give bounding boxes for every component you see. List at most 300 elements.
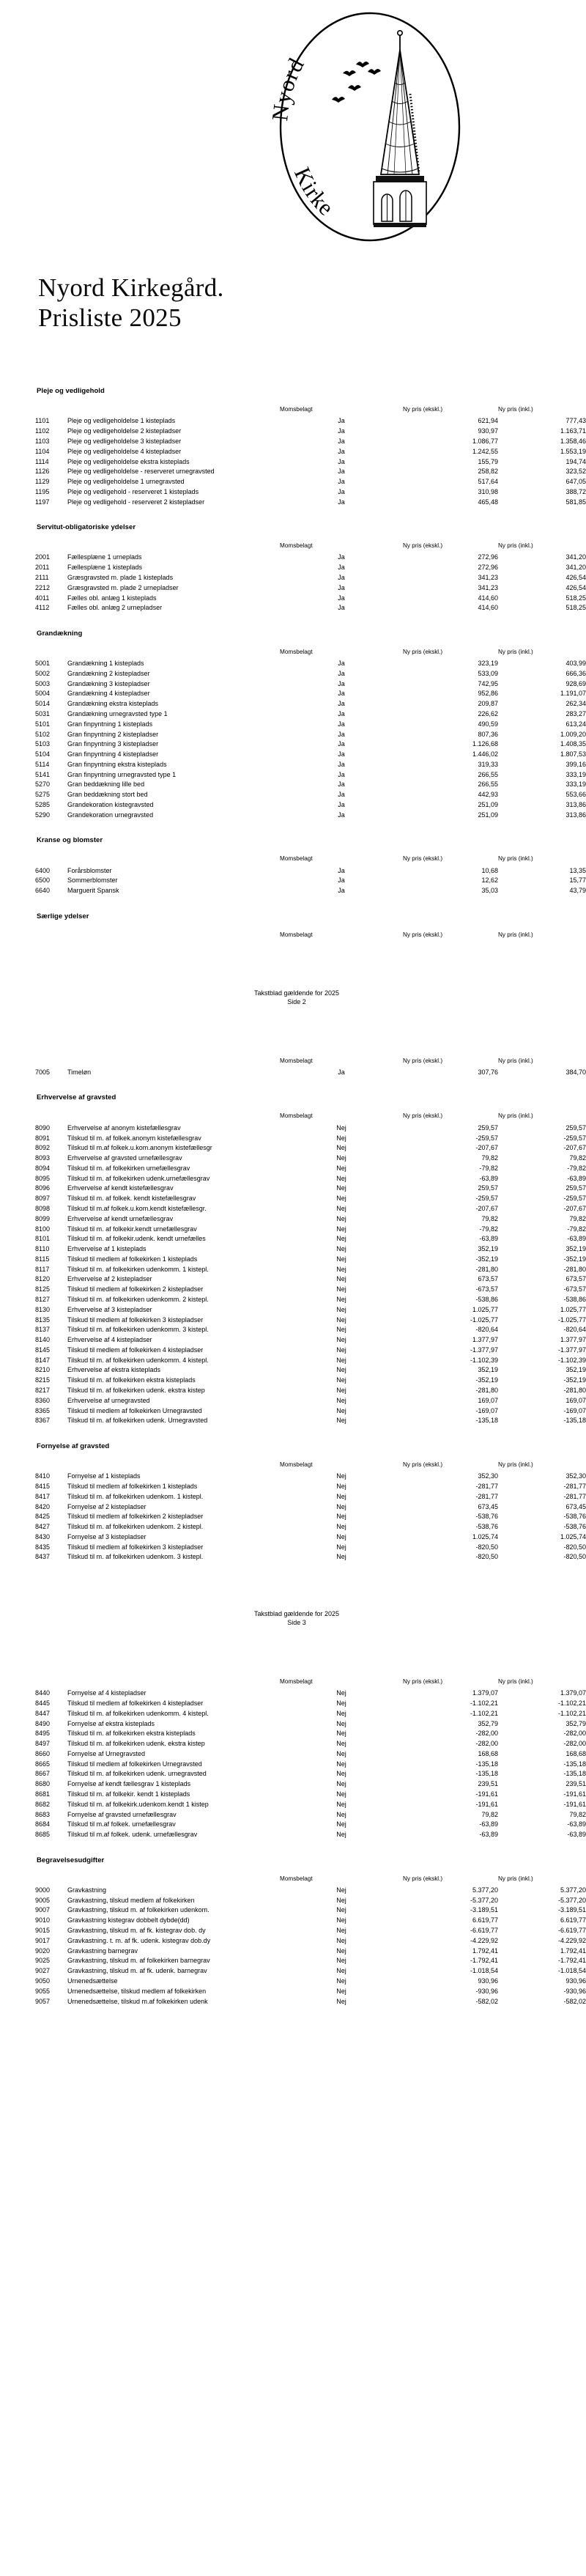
cell-momsbelagt: Nej	[336, 1144, 346, 1152]
cell-description: Gravkastning kistegrav dobbelt dybde(dd)	[67, 1916, 190, 1924]
cell-code: 1197	[35, 498, 50, 506]
cell-code: 8210	[35, 1366, 51, 1374]
cell-description: Grandekoration urnegravsted	[67, 811, 154, 819]
cell-description: Grandækning 2 kistepladser	[67, 669, 150, 677]
cell-code: 8120	[35, 1275, 51, 1283]
cell-price-excl: -1.792,41	[470, 1957, 498, 1965]
cell-description: Grandækning 3 kistepladser	[67, 679, 150, 687]
cell-momsbelagt: Nej	[336, 1245, 346, 1253]
cell-price-incl: 426,54	[565, 583, 586, 591]
table-row	[35, 1820, 586, 1830]
cell-description: Tilskud til m. af folkekir.kendt urnefællesgrav	[67, 1225, 197, 1233]
cell-price-excl: 319,33	[478, 760, 498, 768]
section-heading: Servitut-obligatoriske ydelser	[37, 523, 136, 532]
table-row	[35, 1335, 586, 1346]
cell-price-incl: -3.189,51	[557, 1906, 586, 1914]
cell-code: 5014	[35, 700, 51, 708]
cell-description: Tilskud til m. af folkekirken ekstra kisteplads	[67, 1376, 196, 1384]
cell-description: Tilskud til medlem af folkekirken 2 kistepladser	[67, 1513, 204, 1521]
cell-description: Tilskud til medlem af folkekirken 2 kistepladser	[67, 1285, 204, 1293]
column-header-price-incl: Ny pris (inkl.)	[498, 1678, 533, 1685]
page-footer-2	[0, 1609, 586, 1628]
column-header-price-excl: Ny pris (ekskl.)	[403, 648, 443, 655]
cell-description: Tilskud til medlem af folkekirken Urnegravsted	[67, 1406, 202, 1414]
cell-description: Erhvervelse af kendt urnefællesgrav	[67, 1214, 174, 1222]
table-row	[35, 1244, 586, 1255]
cell-price-excl: 1.792,41	[472, 1946, 498, 1955]
cell-code: 8091	[35, 1134, 51, 1142]
cell-momsbelagt: Ja	[338, 780, 345, 789]
table-row	[35, 1935, 586, 1946]
cell-code: 8137	[35, 1326, 51, 1334]
table-row	[35, 1905, 586, 1916]
cell-description: Pleje og vedligehold - reserveret 2 kistepladser	[67, 498, 205, 506]
footer-takstblad-line: Takstblad gældende for 2025	[253, 1609, 340, 1617]
cell-price-excl: 1.242,55	[472, 447, 498, 455]
cell-description: Grandækning ekstra kisteplads	[67, 700, 159, 708]
table-row	[35, 1365, 586, 1376]
cell-price-excl: 12,62	[481, 876, 498, 885]
cell-momsbelagt: Nej	[336, 1532, 346, 1540]
table-row	[35, 1977, 586, 1987]
cell-price-incl: -820,50	[563, 1553, 586, 1561]
cell-description: Erhvervelse af anonym kistefællesgrav	[67, 1123, 181, 1132]
cell-code: 5104	[35, 750, 51, 759]
cell-momsbelagt: Ja	[338, 427, 345, 435]
cell-description: Fællesplæne 1 urneplads	[67, 553, 142, 561]
cell-description: Tilskud til m. af folkekirken udenkomm. 3 kistepl.	[67, 1326, 209, 1334]
cell-description: Tilskud til m. af folkek.anonym kistefællesgrav	[67, 1134, 201, 1142]
cell-description: Tilskud til m. af folkek. kendt kistefællesgrav	[67, 1195, 196, 1203]
cell-momsbelagt: Ja	[338, 1068, 345, 1076]
cell-description: Tilskud til medlem af folkekirken 4 kistepladser	[67, 1346, 204, 1354]
table-row	[35, 416, 586, 427]
table-row	[35, 1133, 586, 1143]
cell-momsbelagt: Nej	[336, 1780, 346, 1788]
cell-description: Pleje og vedligeholdelse 3 kistepladser	[67, 437, 182, 445]
cell-price-incl: 1.379,07	[560, 1689, 586, 1697]
cell-momsbelagt: Ja	[338, 876, 345, 885]
cell-price-excl: 266,55	[478, 780, 498, 789]
cell-momsbelagt: Nej	[336, 1770, 346, 1778]
cell-price-incl: -6.619,77	[557, 1927, 586, 1935]
price-table	[35, 1452, 586, 1562]
cell-price-excl: 10,68	[481, 866, 498, 874]
cell-description: Fælles obl. anlæg 2 urnepladser	[67, 604, 163, 612]
cell-price-incl: 333,19	[565, 780, 586, 789]
cell-price-incl: -582,02	[563, 1997, 586, 2005]
cell-price-incl: 283,27	[565, 710, 586, 718]
price-table	[35, 1669, 586, 1840]
cell-momsbelagt: Nej	[336, 1831, 346, 1839]
table-row	[35, 1830, 586, 1840]
cell-price-incl: 518,25	[565, 604, 586, 612]
cell-price-excl: 352,30	[478, 1472, 498, 1480]
cell-description: Gravkastning. t. m. af fk. udenk. kistegrav dob.dy	[67, 1936, 211, 1944]
cell-code: 8097	[35, 1195, 51, 1203]
table-row	[35, 669, 586, 679]
table-row	[35, 729, 586, 739]
cell-price-incl: 1.191,07	[560, 690, 586, 698]
cell-code: 8685	[35, 1831, 51, 1839]
cell-description: Fælles obl. anlæg 1 kisteplads	[67, 594, 157, 602]
cell-code: 6500	[35, 876, 51, 885]
cell-momsbelagt: Ja	[338, 468, 345, 476]
cell-code: 8660	[35, 1749, 51, 1757]
cell-price-incl: 1.025,77	[560, 1305, 586, 1313]
cell-momsbelagt: Nej	[336, 1164, 346, 1172]
column-header-momsbelagt: Momsbelagt	[280, 648, 313, 655]
section-spacer	[0, 820, 586, 836]
cell-price-excl: 352,79	[478, 1719, 498, 1727]
cell-momsbelagt: Ja	[338, 866, 345, 874]
cell-price-excl: -538,86	[475, 1296, 498, 1304]
cell-price-incl: 79,82	[569, 1154, 586, 1162]
cell-description: Grandækning urnegravsted type 1	[67, 710, 168, 718]
cell-momsbelagt: Nej	[336, 1927, 346, 1935]
cell-momsbelagt: Nej	[336, 1896, 346, 1904]
cell-momsbelagt: Nej	[336, 1406, 346, 1414]
cell-price-incl: -169,07	[563, 1406, 586, 1414]
cell-price-excl: -673,57	[475, 1285, 498, 1293]
cell-price-incl: 1.408,35	[560, 740, 586, 748]
cell-price-excl: 35,03	[481, 887, 498, 895]
table-row	[35, 553, 586, 563]
cell-price-excl: 272,96	[478, 564, 498, 572]
cell-code: 8147	[35, 1356, 51, 1364]
cell-momsbelagt: Nej	[336, 1740, 346, 1748]
cell-momsbelagt: Ja	[338, 690, 345, 698]
cell-momsbelagt: Nej	[336, 1296, 346, 1304]
cell-code: 8425	[35, 1513, 51, 1521]
cell-code: 8360	[35, 1396, 51, 1404]
cell-price-excl: 307,76	[478, 1068, 498, 1076]
column-header-momsbelagt: Momsbelagt	[280, 1461, 313, 1468]
cell-code: 8090	[35, 1123, 51, 1132]
footer-spacer-bottom	[0, 1628, 586, 1669]
table-header-row	[35, 1048, 586, 1068]
table-row	[35, 1264, 586, 1274]
cell-price-incl: -79,82	[567, 1164, 586, 1172]
cell-momsbelagt: Nej	[336, 1730, 346, 1738]
column-header-description	[67, 1866, 280, 1886]
cell-code: 8093	[35, 1154, 51, 1162]
cell-momsbelagt: Nej	[336, 1265, 346, 1273]
cell-momsbelagt: Nej	[336, 1967, 346, 1975]
price-list-content	[0, 387, 586, 2023]
cell-momsbelagt: Nej	[336, 1987, 346, 1995]
price-table	[35, 846, 586, 896]
cell-price-incl: -1.102,39	[557, 1356, 586, 1364]
column-header-description	[67, 1103, 280, 1123]
cell-price-excl: 807,36	[478, 730, 498, 738]
cell-description: Fornyelse af ekstra kisteplads	[67, 1719, 155, 1727]
cell-description: Erhvervelse af urnegravsted	[67, 1396, 150, 1404]
column-header-momsbelagt: Momsbelagt	[280, 1875, 313, 1882]
cell-price-excl: 1.379,07	[472, 1689, 498, 1697]
cell-price-incl: 647,05	[565, 478, 586, 486]
cell-momsbelagt: Ja	[338, 750, 345, 759]
cell-momsbelagt: Ja	[338, 498, 345, 506]
cell-price-excl: -207,67	[475, 1204, 498, 1212]
cell-momsbelagt: Ja	[338, 487, 345, 495]
cell-price-excl: -79,82	[479, 1164, 498, 1172]
cell-code: 1101	[35, 417, 50, 425]
table-row	[35, 1406, 586, 1416]
table-row	[35, 1154, 586, 1164]
cell-code: 9027	[35, 1967, 51, 1975]
cell-price-excl: -282,00	[475, 1740, 498, 1748]
cell-momsbelagt: Ja	[338, 700, 345, 708]
table-row	[35, 1729, 586, 1739]
cell-price-incl: 426,54	[565, 573, 586, 581]
column-header-code	[35, 1103, 67, 1123]
table-row	[35, 1163, 586, 1173]
cell-price-excl: 1.086,77	[472, 437, 498, 445]
cell-price-incl: 553,66	[565, 791, 586, 799]
cell-price-incl: -538,86	[563, 1296, 586, 1304]
cell-price-incl: 79,82	[569, 1810, 586, 1818]
cell-price-excl: 442,93	[478, 791, 498, 799]
cell-price-incl: -820,64	[563, 1326, 586, 1334]
cell-momsbelagt: Nej	[336, 1749, 346, 1757]
cell-price-excl: 310,98	[478, 487, 498, 495]
cell-momsbelagt: Nej	[336, 1820, 346, 1828]
cell-price-excl: 673,57	[478, 1275, 498, 1283]
cell-code: 6640	[35, 887, 51, 895]
cell-momsbelagt: Nej	[336, 1184, 346, 1192]
cell-price-incl: 341,20	[565, 553, 586, 561]
cell-price-excl: -820,64	[475, 1326, 498, 1334]
price-table	[35, 922, 586, 942]
price-table	[35, 1048, 586, 1078]
cell-momsbelagt: Ja	[338, 801, 345, 809]
cell-price-excl: 323,19	[478, 660, 498, 668]
cell-price-incl: 323,52	[565, 468, 586, 476]
cell-price-incl: 239,51	[565, 1780, 586, 1788]
cell-description: Sommerblomster	[67, 876, 118, 885]
section-spacer	[0, 2007, 586, 2023]
cell-price-incl: -191,61	[563, 1800, 586, 1808]
cell-price-incl: -538,76	[563, 1513, 586, 1521]
cell-description: Gravkastning	[67, 1886, 107, 1894]
table-row	[35, 1472, 586, 1482]
cell-price-excl: -352,19	[475, 1376, 498, 1384]
cell-description: Tilskud til m. af folkekirken udenk. urnegravsted	[67, 1770, 207, 1778]
cell-price-excl: -5.377,20	[470, 1896, 498, 1904]
cell-momsbelagt: Ja	[338, 811, 345, 819]
cell-momsbelagt: Ja	[338, 720, 345, 728]
table-row	[35, 1274, 586, 1285]
cell-description: Erhvervelse af kendt kistefællesgrav	[67, 1184, 174, 1192]
cell-description: Tilskud til m. af folkekirken urnefællesgrav	[67, 1164, 190, 1172]
cell-price-incl: 169,07	[565, 1396, 586, 1404]
cell-price-excl: 1.126,68	[472, 740, 498, 748]
column-header-momsbelagt: Momsbelagt	[280, 542, 313, 550]
cell-momsbelagt: Ja	[338, 553, 345, 561]
table-row	[35, 709, 586, 720]
cell-code: 9017	[35, 1936, 51, 1944]
table-header-row	[35, 846, 586, 866]
cell-price-incl: 5.377,20	[560, 1886, 586, 1894]
cell-price-incl: 384,70	[565, 1068, 586, 1076]
cell-price-incl: 518,25	[565, 594, 586, 602]
cell-momsbelagt: Nej	[336, 1719, 346, 1727]
cell-description: Grandækning 1 kisteplads	[67, 660, 144, 668]
table-row	[35, 1512, 586, 1522]
cell-price-excl: -281,77	[475, 1482, 498, 1490]
cell-momsbelagt: Nej	[336, 1906, 346, 1914]
column-header-description	[67, 639, 280, 659]
cell-price-incl: -79,82	[567, 1225, 586, 1233]
cell-description: Gran finpyntning 2 kistepladser	[67, 730, 159, 738]
cell-price-excl: 742,95	[478, 679, 498, 687]
column-header-momsbelagt: Momsbelagt	[280, 406, 313, 413]
table-row	[35, 876, 586, 886]
cell-momsbelagt: Ja	[338, 710, 345, 718]
section-erhvervelse-af-gravsted	[0, 1093, 586, 1442]
cell-price-excl: 79,82	[481, 1154, 498, 1162]
table-row	[35, 679, 586, 689]
cell-price-incl: 777,43	[565, 417, 586, 425]
column-header-price-excl: Ny pris (ekskl.)	[403, 1461, 443, 1468]
cell-price-excl: -282,00	[475, 1730, 498, 1738]
cell-description: Marguerit Spansk	[67, 887, 119, 895]
cell-price-excl: 1.446,02	[472, 750, 498, 759]
cell-price-incl: 262,34	[565, 700, 586, 708]
cell-price-excl: 259,57	[478, 1123, 498, 1132]
cell-code: 8135	[35, 1315, 51, 1324]
cell-description: Tilskud til m. af folkekir.udenk. kendt urnefælles	[67, 1235, 206, 1243]
cell-momsbelagt: Nej	[336, 1936, 346, 1944]
cell-momsbelagt: Nej	[336, 1214, 346, 1222]
cell-price-excl: 1.025,77	[472, 1305, 498, 1313]
cell-price-incl: 1.377,97	[560, 1336, 586, 1344]
cell-momsbelagt: Nej	[336, 1997, 346, 2005]
table-row	[35, 1123, 586, 1133]
cell-description: Gran finpyntning urnegravsted type 1	[67, 770, 177, 778]
cell-code: 5003	[35, 679, 51, 687]
cell-price-incl: 43,79	[569, 887, 586, 895]
table-row	[35, 1956, 586, 1966]
cell-price-incl: 313,86	[565, 801, 586, 809]
cell-momsbelagt: Nej	[336, 1482, 346, 1490]
cell-description: Tilskud til m.af folkek. urnefællesgrav	[67, 1820, 176, 1828]
cell-description: Erhvervelse af gravsted urnefællesgrav	[67, 1154, 182, 1162]
cell-price-incl: 1.807,53	[560, 750, 586, 759]
cell-code: 6400	[35, 866, 51, 874]
cell-description: Tilskud til medlem af folkekirken 1 kisteplads	[67, 1482, 198, 1490]
cell-price-excl: 621,94	[478, 417, 498, 425]
cell-momsbelagt: Nej	[336, 1946, 346, 1955]
section-heading: Fornyelse af gravsted	[37, 1442, 110, 1450]
table-header-row	[35, 396, 586, 416]
svg-text:Nyord	[267, 53, 309, 122]
cell-description: Timeløn	[67, 1068, 92, 1076]
cell-code: 8215	[35, 1376, 51, 1384]
cell-price-excl: 226,62	[478, 710, 498, 718]
cell-price-incl: 930,96	[565, 1977, 586, 1985]
cell-price-excl: 517,64	[478, 478, 498, 486]
table-row	[35, 1926, 586, 1936]
cell-price-incl: -281,77	[563, 1482, 586, 1490]
cell-description: Erhvervelse af 3 kistepladser	[67, 1305, 152, 1313]
cell-price-incl: 1.792,41	[560, 1946, 586, 1955]
cell-description: Tilskud til m. af folkekirken udenkom. 2 kistepl.	[67, 1523, 204, 1531]
cell-code: 9000	[35, 1886, 51, 1894]
cell-code: 8099	[35, 1214, 51, 1222]
table-row	[35, 1416, 586, 1426]
cell-price-excl: -191,61	[475, 1800, 498, 1808]
cell-price-excl: 414,60	[478, 594, 498, 602]
cell-price-incl: -538,76	[563, 1523, 586, 1531]
cell-price-incl: 613,24	[565, 720, 586, 728]
cell-description: Gran beddækning lille bed	[67, 780, 145, 789]
table-row	[35, 1346, 586, 1356]
table-row	[35, 689, 586, 699]
cell-momsbelagt: Ja	[338, 679, 345, 687]
cell-code: 8098	[35, 1204, 51, 1212]
cell-price-excl: -352,19	[475, 1255, 498, 1263]
cell-description: Tilskud til m. af folkekirken ekstra kisteplads	[67, 1730, 196, 1738]
cell-description: Tilskud til m. af folkekirken udenkomm. 4 kistepl.	[67, 1709, 209, 1717]
cell-description: Erhvervelse af ekstra kisteplads	[67, 1366, 161, 1374]
cell-momsbelagt: Nej	[336, 1790, 346, 1798]
table-row	[35, 1895, 586, 1905]
table-row	[35, 1749, 586, 1760]
table-row	[35, 886, 586, 896]
column-header-momsbelagt: Momsbelagt	[280, 1678, 313, 1685]
cell-momsbelagt: Nej	[336, 1543, 346, 1551]
table-header-row	[35, 1669, 586, 1689]
section-pleje-og-vedligehold	[0, 387, 586, 523]
logo-text-kirke: Kirke	[289, 163, 340, 221]
cell-momsbelagt: Nej	[336, 1225, 346, 1233]
cell-code: 8130	[35, 1305, 51, 1313]
cell-price-incl: 79,82	[569, 1214, 586, 1222]
cell-price-excl: 5.377,20	[472, 1886, 498, 1894]
cell-description: Tilskud til m. af folkekirken udenkomm. 1 kistepl.	[67, 1265, 209, 1273]
cell-code: 8417	[35, 1492, 51, 1500]
column-header-price-incl: Ny pris (inkl.)	[498, 1875, 533, 1882]
cell-price-incl: -281,80	[563, 1265, 586, 1273]
cell-code: 5001	[35, 660, 51, 668]
cell-description: Fornyelse af Urnegravsted	[67, 1749, 146, 1757]
cell-description: Tilskud til m. af folkekirken udenkomm. 2 kistepl.	[67, 1296, 209, 1304]
cell-code: 9020	[35, 1946, 51, 1955]
cell-description: Fornyelse af 3 kistepladser	[67, 1532, 146, 1540]
cell-price-incl: -820,50	[563, 1543, 586, 1551]
cell-price-excl: 239,51	[478, 1780, 498, 1788]
column-header-code	[35, 533, 67, 553]
cell-description: Tilskud til medlem af folkekirken 3 kistepladser	[67, 1543, 204, 1551]
table-row	[35, 1542, 586, 1552]
cell-code: 9007	[35, 1906, 51, 1914]
table-row	[35, 487, 586, 497]
price-table	[35, 639, 586, 821]
cell-price-incl: -282,00	[563, 1740, 586, 1748]
cell-price-incl: 673,57	[565, 1275, 586, 1283]
cell-code: 8410	[35, 1472, 51, 1480]
cell-price-excl: 251,09	[478, 801, 498, 809]
cell-description: Erhvervelse af 4 kistepladser	[67, 1336, 152, 1344]
cell-price-excl: -820,50	[475, 1543, 498, 1551]
section-untitled	[0, 1048, 586, 1094]
cell-momsbelagt: Ja	[338, 760, 345, 768]
cell-code: 8435	[35, 1543, 51, 1551]
column-header-code	[35, 846, 67, 866]
cell-price-incl: 399,16	[565, 760, 586, 768]
